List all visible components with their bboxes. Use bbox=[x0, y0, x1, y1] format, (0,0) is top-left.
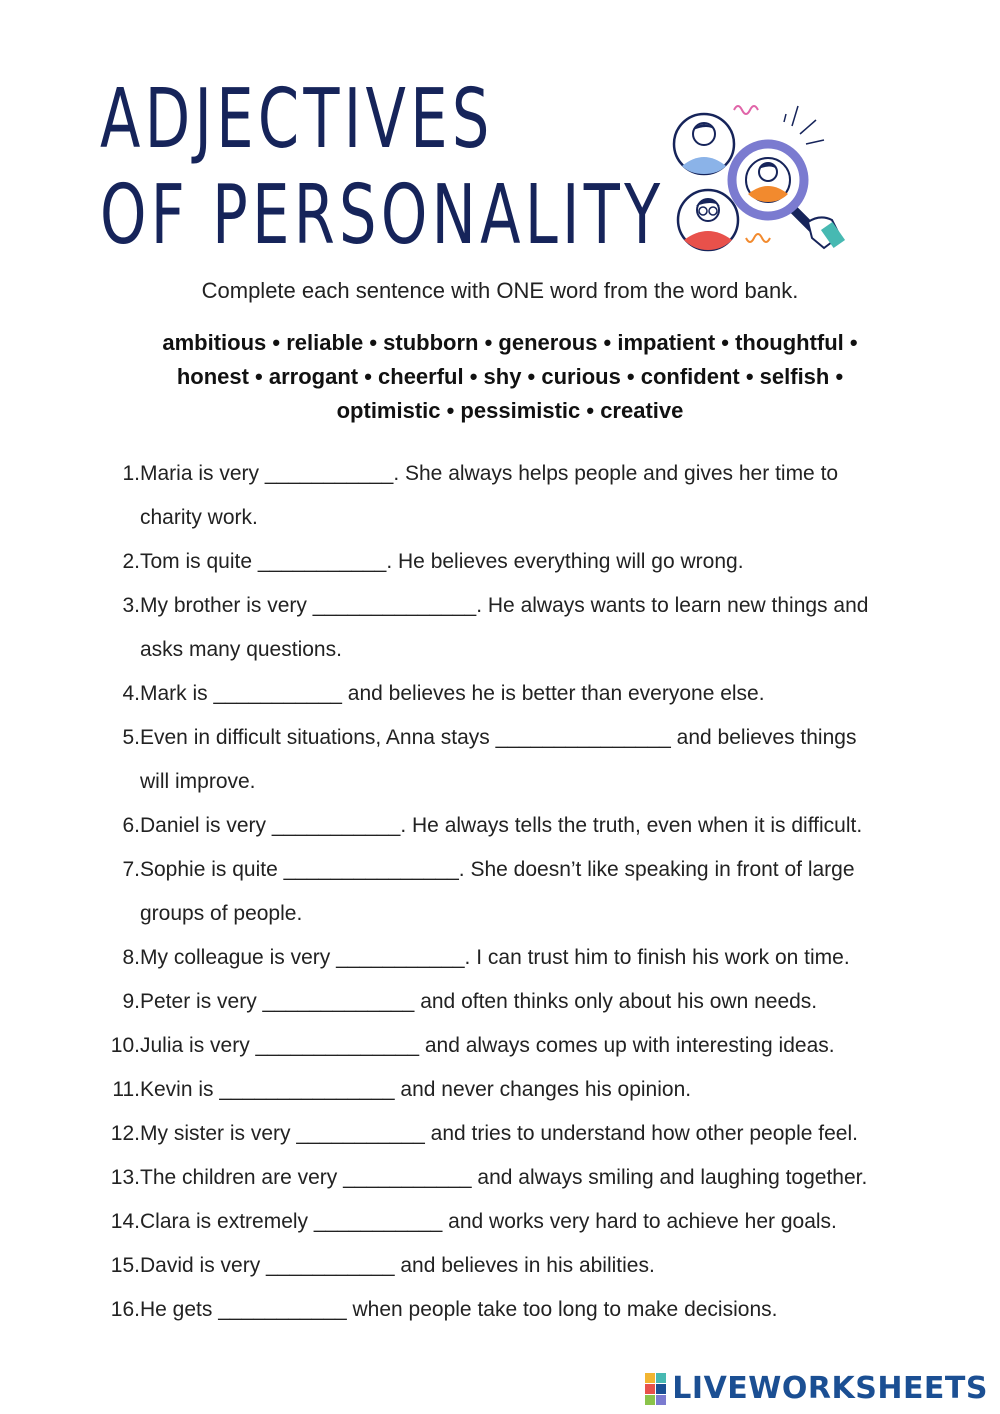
item-number: 6. bbox=[122, 814, 140, 837]
item-number: 1. bbox=[122, 462, 140, 485]
item-sentence: Kevin is _______________ and never changes his opinion. bbox=[140, 1078, 692, 1101]
list-item bbox=[100, 716, 940, 804]
list-item bbox=[100, 980, 940, 1024]
item-continuation: will improve. bbox=[140, 770, 256, 793]
list-item bbox=[100, 1112, 940, 1156]
item-continuation: charity work. bbox=[140, 506, 258, 529]
list-item bbox=[100, 1024, 940, 1068]
worksheet-title bbox=[100, 72, 665, 264]
sentence-list bbox=[100, 452, 940, 1332]
item-sentence: Peter is very _____________ and often thinks only about his own needs. bbox=[140, 990, 818, 1013]
item-sentence: Julia is very ______________ and always comes up with interesting ideas. bbox=[140, 1034, 835, 1057]
liveworksheets-logo[interactable] bbox=[645, 1371, 988, 1406]
item-number: 16. bbox=[110, 1298, 140, 1321]
item-text bbox=[140, 848, 940, 936]
title-line-1: ADJECTIVES bbox=[100, 72, 494, 167]
list-item bbox=[100, 452, 940, 540]
item-number: 4. bbox=[122, 682, 140, 705]
word-bank-line: honest • arrogant • cheerful • shy • curious • confident • selfish • bbox=[176, 364, 844, 389]
item-number: 7. bbox=[122, 858, 140, 881]
item-sentence: Tom is quite ___________. He believes everything will go wrong. bbox=[140, 550, 744, 573]
item-sentence: Sophie is quite _______________. She doesn’t like speaking in front of large bbox=[140, 858, 855, 881]
list-item bbox=[100, 1244, 940, 1288]
item-number: 11. bbox=[112, 1078, 140, 1101]
item-sentence: Even in difficult situations, Anna stays _______________ and believes things bbox=[140, 726, 857, 749]
instructions: Complete each sentence with ONE word from the word bank. bbox=[201, 278, 799, 303]
logo-square bbox=[656, 1373, 666, 1383]
word-bank bbox=[110, 326, 910, 428]
magnifier-people-icon bbox=[668, 96, 848, 256]
item-number: 13. bbox=[110, 1166, 140, 1189]
logo-square bbox=[645, 1373, 655, 1383]
item-number: 3. bbox=[122, 594, 140, 617]
list-item bbox=[100, 1156, 940, 1200]
item-number: 14. bbox=[110, 1210, 140, 1233]
item-number: 15. bbox=[110, 1254, 140, 1277]
item-number: 2. bbox=[122, 550, 140, 573]
item-number: 10. bbox=[110, 1034, 140, 1057]
item-continuation: groups of people. bbox=[140, 902, 303, 925]
item-sentence: My brother is very ______________. He always wants to learn new things and bbox=[140, 594, 869, 617]
list-item bbox=[100, 584, 940, 672]
item-text bbox=[140, 584, 940, 672]
brand-name: LIVEWORKSHEETS bbox=[672, 1371, 988, 1406]
liveworksheets-logo-icon bbox=[645, 1373, 666, 1405]
item-sentence: My colleague is very ___________. I can trust him to finish his work on time. bbox=[140, 946, 850, 969]
logo-square bbox=[656, 1384, 666, 1394]
item-sentence: Mark is ___________ and believes he is better than everyone else. bbox=[140, 682, 765, 705]
item-sentence: The children are very ___________ and always smiling and laughing together. bbox=[140, 1166, 868, 1189]
list-item bbox=[100, 1288, 940, 1332]
list-item bbox=[100, 936, 940, 980]
logo-square bbox=[656, 1395, 666, 1405]
title-line-2: OF PERSONALITY bbox=[100, 168, 665, 263]
item-sentence: My sister is very ___________ and tries to understand how other people feel. bbox=[140, 1122, 858, 1145]
item-sentence: Daniel is very ___________. He always tells the truth, even when it is difficult. bbox=[140, 814, 863, 837]
list-item bbox=[100, 540, 940, 584]
logo-square bbox=[645, 1384, 655, 1394]
list-item bbox=[100, 672, 940, 716]
word-bank-line: ambitious • reliable • stubborn • generous • impatient • thoughtful • bbox=[162, 330, 858, 355]
list-item bbox=[100, 848, 940, 936]
item-sentence: Maria is very ___________. She always helps people and gives her time to bbox=[140, 462, 839, 485]
item-text bbox=[140, 716, 940, 804]
word-bank-line: optimistic • pessimistic • creative bbox=[336, 398, 684, 423]
item-sentence: Clara is extremely ___________ and works very hard to achieve her goals. bbox=[140, 1210, 837, 1233]
item-continuation: asks many questions. bbox=[140, 638, 342, 661]
item-text bbox=[140, 452, 940, 540]
item-sentence: David is very ___________ and believes in his abilities. bbox=[140, 1254, 655, 1277]
item-number: 12. bbox=[110, 1122, 140, 1145]
item-number: 5. bbox=[122, 726, 140, 749]
list-item bbox=[100, 804, 940, 848]
list-item bbox=[100, 1068, 940, 1112]
item-number: 8. bbox=[122, 946, 140, 969]
item-sentence: He gets ___________ when people take too long to make decisions. bbox=[140, 1298, 778, 1321]
item-number: 9. bbox=[122, 990, 140, 1013]
logo-square bbox=[645, 1395, 655, 1405]
list-item bbox=[100, 1200, 940, 1244]
